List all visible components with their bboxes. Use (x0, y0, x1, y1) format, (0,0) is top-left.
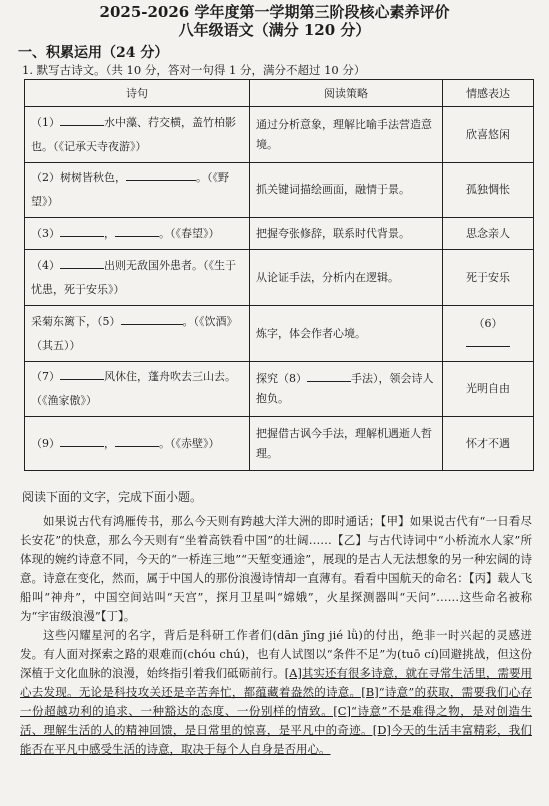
verse-text: 水中藻、荇交横，盖竹柏影也。（《记承天寺夜游》） (31, 115, 236, 153)
verse-text: 。（《野望》） (31, 171, 229, 208)
underlined-passage: [A]其实还有很多诗意，就在寻常生活里，需要用心去发现。无论是科技攻关还是辛苦奔忙，都蕴藏着盎然的诗意。[B]“诗意”的获取，需要我们心存一份超越功利的追求、一种豁达的态度、一份别样的情致。[C]“诗意”不是难得之物，是对创造生活、理解生活的人的精神回馈，是日常里的惊喜，是平凡中的奇迹。[D]今天的生活丰富精彩，我们能否在平凡中感受生活的诗意，取决于每个人自身是否用心。 (20, 666, 533, 756)
strategy-cell (250, 362, 443, 417)
table-header: 诗句 (25, 80, 250, 107)
question-1-instruction: 1. 默写古诗文。（共 10 分，答对一句得 1 分，满分不超过 10 分） (22, 63, 366, 77)
strategy-cell: 把握借古讽今手法，理解机遇逝人哲理。 (250, 417, 443, 471)
emotion-cell: 死于安乐 (443, 250, 534, 306)
reading-instruction: 阅读下面的文字，完成下面小题。 (22, 490, 203, 504)
verse-cell (25, 306, 250, 362)
table-row (25, 163, 534, 218)
reading-passage (20, 512, 532, 759)
emotion-cell: 怀才不遇 (443, 417, 534, 471)
verse-text: 。（《赤壁》） (159, 436, 220, 450)
strategy-cell: 炼字，体会作者心境。 (250, 306, 443, 362)
passage-text: 这些闪耀星河的名字，背后是科研工作者们(dān jīng jié lǜ)的付出，绝非一时兴起的灵感迸发。有人面对探索之路的艰难而(chóu chú)，也有人试图以“条件不足”为(tuō cí)回避挑战，但这份深植于文化血脉的浪漫，始终指引着我们砥砺前行。 (20, 628, 532, 680)
verse-text: （2）树树皆秋色， (31, 171, 126, 184)
verse-text: （9） (31, 436, 60, 450)
table-header: 阅读策略 (250, 80, 443, 107)
emotion-cell: 光明自由 (443, 362, 534, 417)
verse-cell: （9） ， 。（《赤壁》） (25, 417, 250, 471)
verse-cell: （3） ， 。（《春望》） (25, 218, 250, 250)
passage-paragraph-2 (20, 626, 532, 759)
strategy-cell: 从论证手法，分析内在逻辑。 (250, 250, 443, 306)
exam-title: 2025-2026 学年度第一学期第三阶段核心素养评价 (99, 3, 450, 21)
table-row (25, 107, 534, 163)
verse-text: （4） (31, 258, 60, 272)
verse-cell (25, 107, 250, 163)
verse-text: 出则无敌国外患者。（《生于忧患，死于安乐》） (31, 258, 236, 296)
emotion-label: （6） (473, 316, 503, 330)
table-row (25, 250, 534, 306)
verse-cell (25, 362, 250, 417)
verse-text: 。（《饮酒》（其五）） (31, 314, 238, 352)
emotion-cell: 思念亲人 (443, 218, 534, 250)
strategy-text: 探究（8） (256, 372, 307, 385)
table-header: 情感表达 (443, 80, 534, 107)
answer-blank[interactable] (121, 313, 183, 325)
strategy-cell: 通过分析意象，理解比喻手法营造意境。 (250, 107, 443, 163)
verse-text: 采菊东篱下，（5） (31, 314, 121, 328)
verse-text: （3） (31, 226, 60, 240)
exam-subtitle: 八年级语文（满分 120 分） (178, 21, 371, 39)
section-heading: 一、积累运用（24 分） (18, 45, 169, 61)
table-header-row (25, 80, 534, 107)
verse-text: （1） (31, 115, 60, 129)
strategy-text: 手法），领会诗人抱负。 (256, 372, 434, 405)
strategy-cell: 把握夸张修辞，联系时代背景。 (250, 218, 443, 250)
verse-text: （7） (31, 370, 60, 383)
answer-blank[interactable] (115, 435, 159, 447)
poetry-table (24, 79, 534, 471)
verse-cell (25, 163, 250, 218)
answer-blank[interactable] (60, 257, 104, 269)
emotion-cell (443, 306, 534, 362)
answer-blank[interactable] (60, 435, 104, 447)
table-row (25, 306, 534, 362)
emotion-cell: 欣喜悠闲 (443, 107, 534, 163)
emotion-cell: 孤独惆怅 (443, 163, 534, 218)
verse-text: 风休住，蓬舟吹去三山去。（《渔家傲》） (31, 370, 236, 407)
verse-cell (25, 250, 250, 306)
answer-blank[interactable] (466, 335, 510, 347)
table-row (25, 417, 534, 471)
verse-text: 。（《春望》） (159, 226, 220, 240)
answer-blank[interactable] (60, 368, 104, 380)
passage-paragraph-1: 如果说古代有鸿雁传书，那么今天则有跨越大洋大洲的即时通话；【甲】如果说古代有“一日看尽长安花”的快意，那么今天则有“坐着高铁看中国”的壮阔……【乙】与古代诗词中“小桥流水人家”所体现的婉约诗意不同，今天的“一桥连三地”“天堑变通途”，展现的是古人无法想象的另一种宏阔的诗意。诗意在变化，然而，属于中国人的那份浪漫诗情却一直薄有。看看中国航天的命名：【丙】载人飞船叫“神舟”，中国空间站叫“天宫”，探月卫星叫“嫦娥”，火星探测器叫“天问”……这些命名被称为“宇宙级浪漫”【丁】。 (20, 514, 532, 623)
answer-blank[interactable] (307, 370, 351, 382)
table-row (25, 218, 534, 250)
table-row (25, 362, 534, 417)
answer-blank[interactable] (60, 114, 104, 126)
answer-blank[interactable] (60, 225, 104, 237)
answer-blank[interactable] (126, 169, 196, 181)
answer-blank[interactable] (115, 225, 159, 237)
strategy-cell: 抓关键词描绘画面，融情于景。 (250, 163, 443, 218)
